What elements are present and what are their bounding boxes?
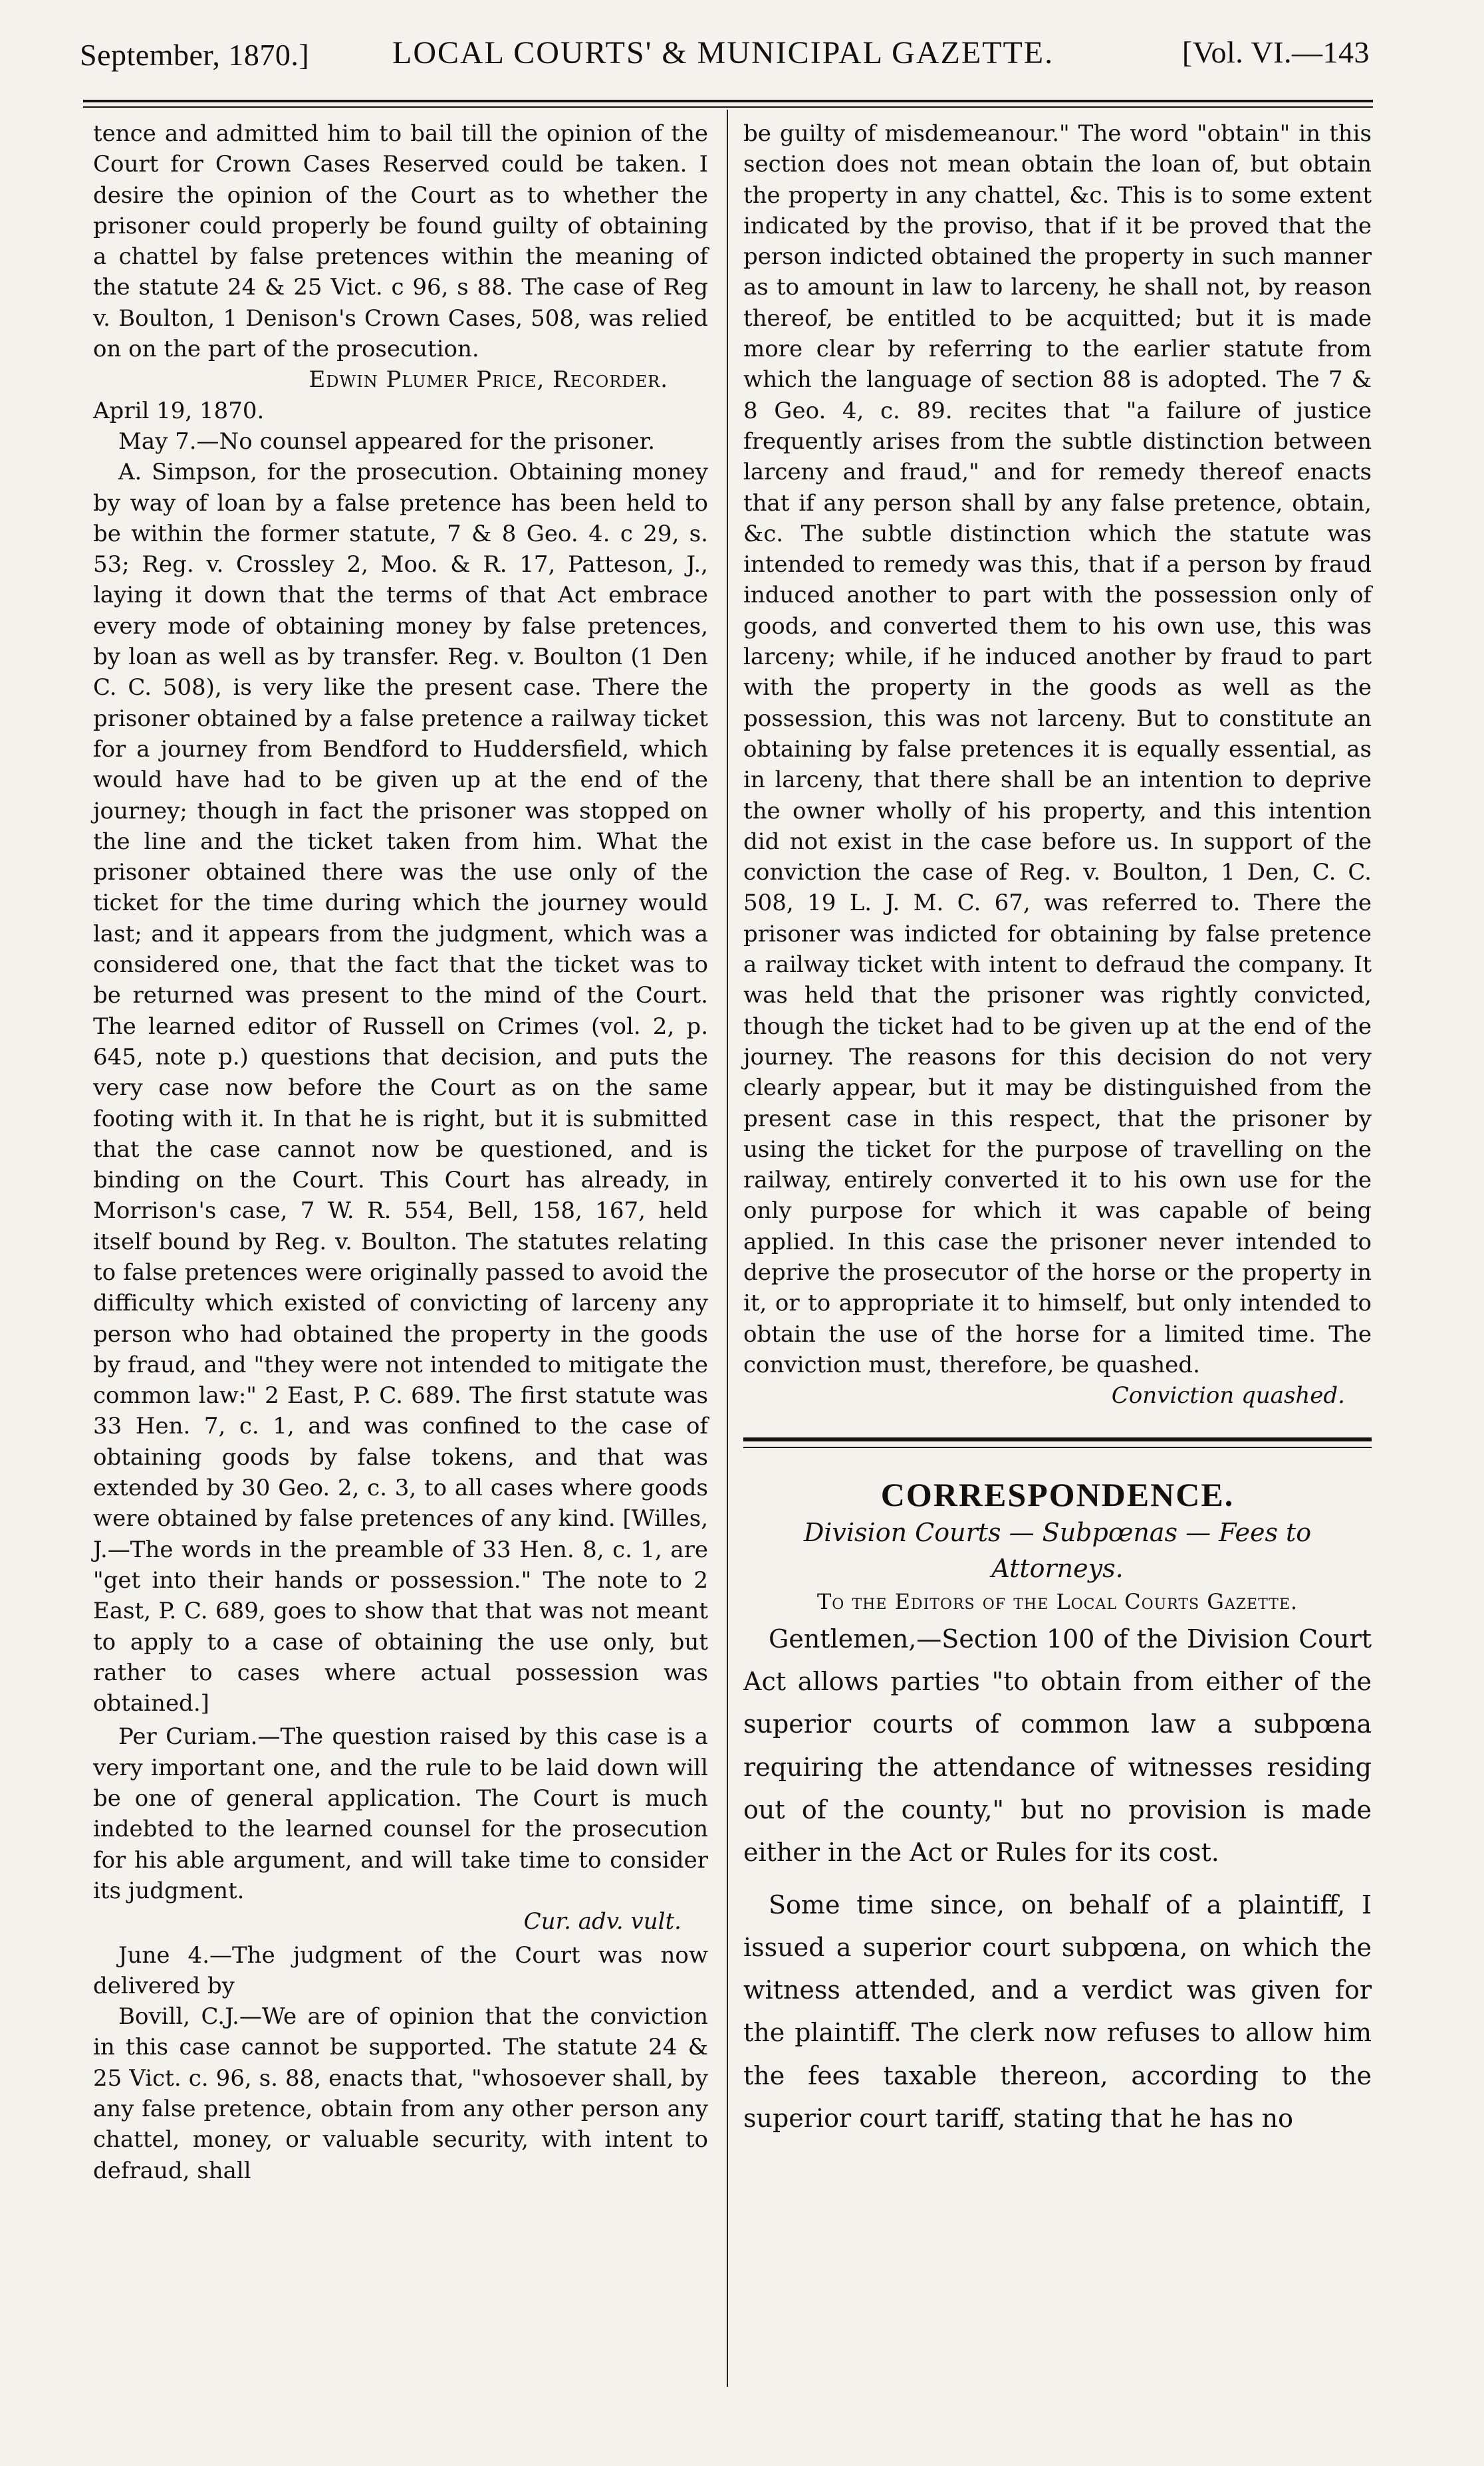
- header-title: LOCAL COURTS' & MUNICIPAL GAZETTE.: [392, 35, 1054, 70]
- left-paragraph-3: A. Simpson, for the prosecution. Obtaining money by way of loan by a false pretence has been held to be within the former statute, 7 & 8 Geo. 4. c 29, s. 53; Reg. v. Crossley 2, Moo. & R. 17, Patteson, J., laying it down that the terms of that Act embrace every mode of obtaining money by false pretences, by loan as well as by transfer. Reg. v. Boulton (1 Den C. C. 508), is very like the present case. There the prisoner obtained by a false pretence a railway ticket for a journey from Bendford to Huddersfield, which would have had to be given up at the end of the journey; though in fact the prisoner was stopped on the line and the ticket taken from him. What the prisoner obtained there was the use only of the ticket for the time during which the journey would last; and it appears from the judgment, which was a considered one, that the fact that the ticket was to be returned was present to the mind of the Court. The learned editor of Russell on Crimes (vol. 2, p. 645, note p.) questions that decision, and puts the very case now before the Court as on the same footing with it. In that he is right, but it is submitted that the case cannot now be questioned, and is binding on the Court. This Court has already, in Morrison's case, 7 W. R. 554, Bell, 158, 167, held itself bound by Reg. v. Boulton. The statutes relating to false pretences were originally passed to avoid the difficulty which existed of convicting of larceny any person who had obtained the property in the goods by fraud, and "they were not intended to mitigate the common law:" 2 East, P. C. 689. The first statute was 33 Hen. 7, c. 1, and was confined to the case of obtaining goods by false tokens, and that was extended by 30 Geo. 2, c. 3, to all cases where goods were obtained by false pretences of any kind. [Willes, J.—The words in the preamble of 33 Hen. 8, c. 1, are "get into their hands or possession." The note to 2 East, P. C. 689, goes to show that that was not meant to apply to a case of obtaining the use only, but rather to cases where actual possession was obtained.]: [93, 459, 708, 1717]
- header-rule-thick: [83, 100, 1373, 102]
- header-rule-thin: [83, 106, 1373, 108]
- letter-body: [743, 1618, 1372, 2140]
- left-paragraph-1: tence and admitted him to bail till the opinion of the Court for Crown Cases Reserved could be taken. I desire the opinion of the Court as to whether the prisoner could properly be found guilty of obtaining a chattel by false pretences within the meaning of the statute 24 & 25 Vict. c 96, s 88. The case of Reg v. Boulton, 1 Denison's Crown Cases, 508, was relied on on the part of the prosecution.: [93, 120, 708, 363]
- salutation-line: To the Editors of the Local Courts Gazette.: [816, 1589, 1298, 1615]
- left-paragraph-2: May 7.—No counsel appeared for the prisoner.: [118, 428, 656, 455]
- section-rule-thin: [743, 1447, 1372, 1448]
- cur-adv-vult: Cur. adv. vult.: [523, 1908, 681, 1935]
- conviction-quashed: Conviction quashed.: [1111, 1382, 1345, 1410]
- section-rule-thick: [743, 1437, 1372, 1441]
- left-paragraph-6: Bovill, C.J.—We are of opinion that the conviction in this case cannot be supported. The statute 24 & 25 Vict. c. 96, s. 88, enacts that, "whosoever shall, by any false pretence, obtain from any other person any chattel, money, or valuable security, with intent to defraud, shall: [93, 2003, 708, 2184]
- correspondence-subhead: Division Courts — Subpœnas — Fees to Attorneys.: [803, 1518, 1312, 1584]
- left-column: [93, 118, 708, 2186]
- left-paragraph-5: June 4.—The judgment of the Court was now delivered by: [93, 1941, 708, 1999]
- right-paragraph-1: be guilty of misdemeanour." The word "obtain" in this section does not mean obtain the loan of, but obtain the property in any chattel, &c. This is to some extent indicated by the proviso, that if it be proved that the person indicted obtained the property in such manner as to amount in law to larceny, he shall not, by reason thereof, be entitled to be acquitted; but it is made more clear by referring to the earlier statute from which the language of section 88 is adopted. The 7 & 8 Geo. 4, c. 89. recites that "a failure of justice frequently arises from the subtle distinction between larceny and fraud," and for remedy thereof enacts that if any person shall by any false pretence, obtain, &c. The subtle distinction which the statute was intended to remedy was this, that if a person by fraud induced another to part with the possession only of goods, and converted them to his own use, this was larceny; while, if he induced another by fraud to part with the property in the goods as well as the possession, this was not larceny. But to constitute an obtaining by false pretences it is equally essential, as in larceny, that there shall be an intention to deprive the owner wholly of his property, and this intention did not exist in the case before us. In support of the conviction the case of Reg. v. Boulton, 1 Den, C. C. 508, 19 L. J. M. C. 67, was referred to. There the prisoner was indicted for obtaining by false pretence a railway ticket with intent to defraud the company. It was held that the prisoner was rightly convicted, though the ticket had to be given up at the end of the journey. The reasons for this decision do not very clearly appear, but it may be distinguished from the present case in this respect, that the prisoner by using the ticket for the purpose of travelling on the railway, entirely converted it to his own use for the only purpose for which it was capable of being applied. In this case the prisoner never intended to deprive the prosecutor of the horse or the property in it, or to appropriate it to himself, but only intended to obtain the use of the horse for a limited time. The conviction must, therefore, be quashed.: [743, 120, 1372, 1378]
- section-title: CORRESPONDENCE.: [880, 1476, 1235, 1514]
- running-header: [80, 25, 1370, 78]
- left-paragraph-4: Per Curiam.—The question raised by this case is a very important one, and the rule to be laid down will be one of general application. The Court is much indebted to the learned counsel for the prosecution for his able argument, and will take time to consider its judgment.: [93, 1723, 708, 1904]
- letter-paragraph-1: Gentlemen,—Section 100 of the Division Court Act allows parties "to obtain from either of the superior courts of common law a subpœna requiring the attendance of witnesses residing out of the county," but no provision is made either in the Act or Rules for its cost.: [743, 1624, 1372, 1868]
- header-date: September, 1870.]: [80, 38, 310, 72]
- header-volume: [Vol. VI.—143: [1181, 35, 1370, 69]
- right-column: [743, 118, 1372, 2140]
- signature-date: April 19, 1870.: [93, 397, 265, 424]
- recorder-signature: Edwin Plumer Price, Recorder.: [309, 366, 668, 394]
- letter-paragraph-2: Some time since, on behalf of a plaintiff, I issued a superior court subpœna, on which the witness attended, and a verdict was given for the plaintiff. The clerk now refuses to allow him the fees taxable thereon, according to the superior court tariff, stating that he has no: [743, 1890, 1372, 2134]
- column-divider: [727, 110, 728, 2387]
